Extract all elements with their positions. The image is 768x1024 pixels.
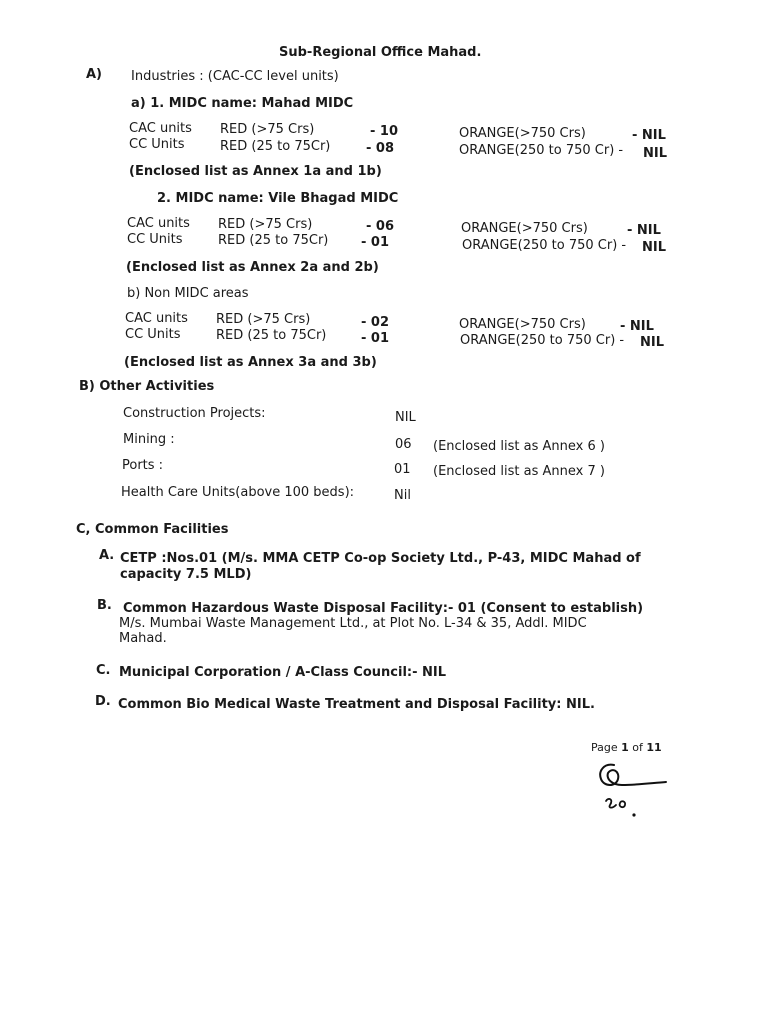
non-midc-cac-orange: ORANGE(>750 Crs)	[459, 317, 586, 332]
facility-a-line: CETP :Nos.01 (M/s. MMA CETP Co-op Society Ltd., P-43, MIDC Mahad of	[120, 551, 641, 566]
section-a-heading: Industries : (CAC-CC level units)	[131, 69, 339, 84]
midc2-cac-label: CAC units	[127, 216, 190, 231]
midc2-cc-label: CC Units	[127, 232, 183, 247]
midc2-cac-orange-value: - NIL	[627, 223, 661, 238]
midc1-cac-orange-value: - NIL	[632, 128, 666, 143]
activity-note: (Enclosed list as Annex 6 )	[433, 439, 605, 454]
signature-image	[592, 755, 672, 820]
page-current: 1	[621, 741, 629, 754]
midc2-annex: (Enclosed list as Annex 2a and 2b)	[126, 260, 379, 275]
activity-label: Health Care Units(above 100 beds):	[121, 485, 355, 500]
facility-c-label: C.	[96, 663, 111, 678]
non-midc-cc-label: CC Units	[125, 327, 181, 342]
facility-b-line: Common Hazardous Waste Disposal Facility:- 01 (Consent to establish)	[123, 601, 644, 616]
non-midc-annex: (Enclosed list as Annex 3a and 3b)	[124, 355, 377, 370]
midc1-cac-red-value: - 10	[370, 124, 399, 139]
facility-a-line: capacity 7.5 MLD)	[120, 567, 252, 582]
midc1-cac-red: RED (>75 Crs)	[220, 122, 315, 137]
midc1-cc-label: CC Units	[129, 137, 185, 152]
facility-d-line: Common Bio Medical Waste Treatment and Disposal Facility: NIL.	[118, 697, 595, 712]
non-midc-title: b) Non MIDC areas	[127, 286, 249, 301]
midc2-cac-red: RED (>75 Crs)	[218, 217, 313, 232]
activity-note: (Enclosed list as Annex 7 )	[433, 464, 605, 479]
page-prefix: Page	[591, 741, 622, 754]
non-midc-cac-label: CAC units	[125, 311, 188, 326]
midc2-cac-red-value: - 06	[366, 219, 395, 234]
midc2-cac-orange: ORANGE(>750 Crs)	[461, 221, 588, 236]
section-b-heading: B) Other Activities	[79, 379, 215, 394]
non-midc-cac-orange-value: - NIL	[620, 319, 654, 334]
midc1-cc-orange-value: NIL	[643, 146, 668, 161]
facility-c-line: Municipal Corporation / A-Class Council:- NIL	[119, 665, 447, 680]
section-a-label: A)	[86, 67, 103, 82]
non-midc-cc-orange-value: NIL	[640, 335, 665, 350]
activity-value: Nil	[394, 488, 411, 503]
midc2-cc-orange: ORANGE(250 to 750 Cr) -	[462, 238, 627, 253]
facility-a-label: A.	[99, 548, 115, 563]
facility-b-line: Mahad.	[119, 631, 167, 646]
activity-label: Construction Projects:	[123, 406, 266, 421]
page-of: of	[628, 741, 647, 754]
midc1-title: a) 1. MIDC name: Mahad MIDC	[131, 96, 354, 111]
midc2-cc-red-value: - 01	[361, 235, 390, 250]
midc2-title: 2. MIDC name: Vile Bhagad MIDC	[157, 191, 399, 206]
activity-value: 01	[394, 462, 411, 477]
facility-d-label: D.	[95, 694, 111, 709]
midc2-cc-red: RED (25 to 75Cr)	[218, 233, 329, 248]
facility-b-label: B.	[97, 598, 112, 613]
midc1-cac-label: CAC units	[129, 121, 192, 136]
midc1-cc-red: RED (25 to 75Cr)	[220, 139, 331, 154]
section-c-heading: C, Common Facilities	[76, 522, 229, 537]
non-midc-cac-red-value: - 02	[361, 315, 390, 330]
activity-label: Ports :	[122, 458, 164, 473]
page-title: Sub-Regional Office Mahad.	[279, 45, 482, 60]
non-midc-cc-red-value: - 01	[361, 331, 390, 346]
page-number	[591, 740, 662, 756]
non-midc-cac-red: RED (>75 Crs)	[216, 312, 311, 327]
midc2-cc-orange-value: NIL	[642, 240, 667, 255]
midc1-cc-orange: ORANGE(250 to 750 Cr) -	[459, 143, 624, 158]
facility-b-line: M/s. Mumbai Waste Management Ltd., at Plot No. L-34 & 35, Addl. MIDC	[119, 616, 587, 631]
activity-value: NIL	[395, 410, 416, 425]
midc1-cc-red-value: - 08	[366, 141, 395, 156]
activity-value: 06	[395, 437, 412, 452]
page-total: 11	[646, 741, 662, 754]
midc1-annex: (Enclosed list as Annex 1a and 1b)	[129, 164, 382, 179]
activity-label: Mining :	[123, 432, 175, 447]
midc1-cac-orange: ORANGE(>750 Crs)	[459, 126, 586, 141]
non-midc-cc-red: RED (25 to 75Cr)	[216, 328, 327, 343]
non-midc-cc-orange: ORANGE(250 to 750 Cr) -	[460, 333, 625, 348]
